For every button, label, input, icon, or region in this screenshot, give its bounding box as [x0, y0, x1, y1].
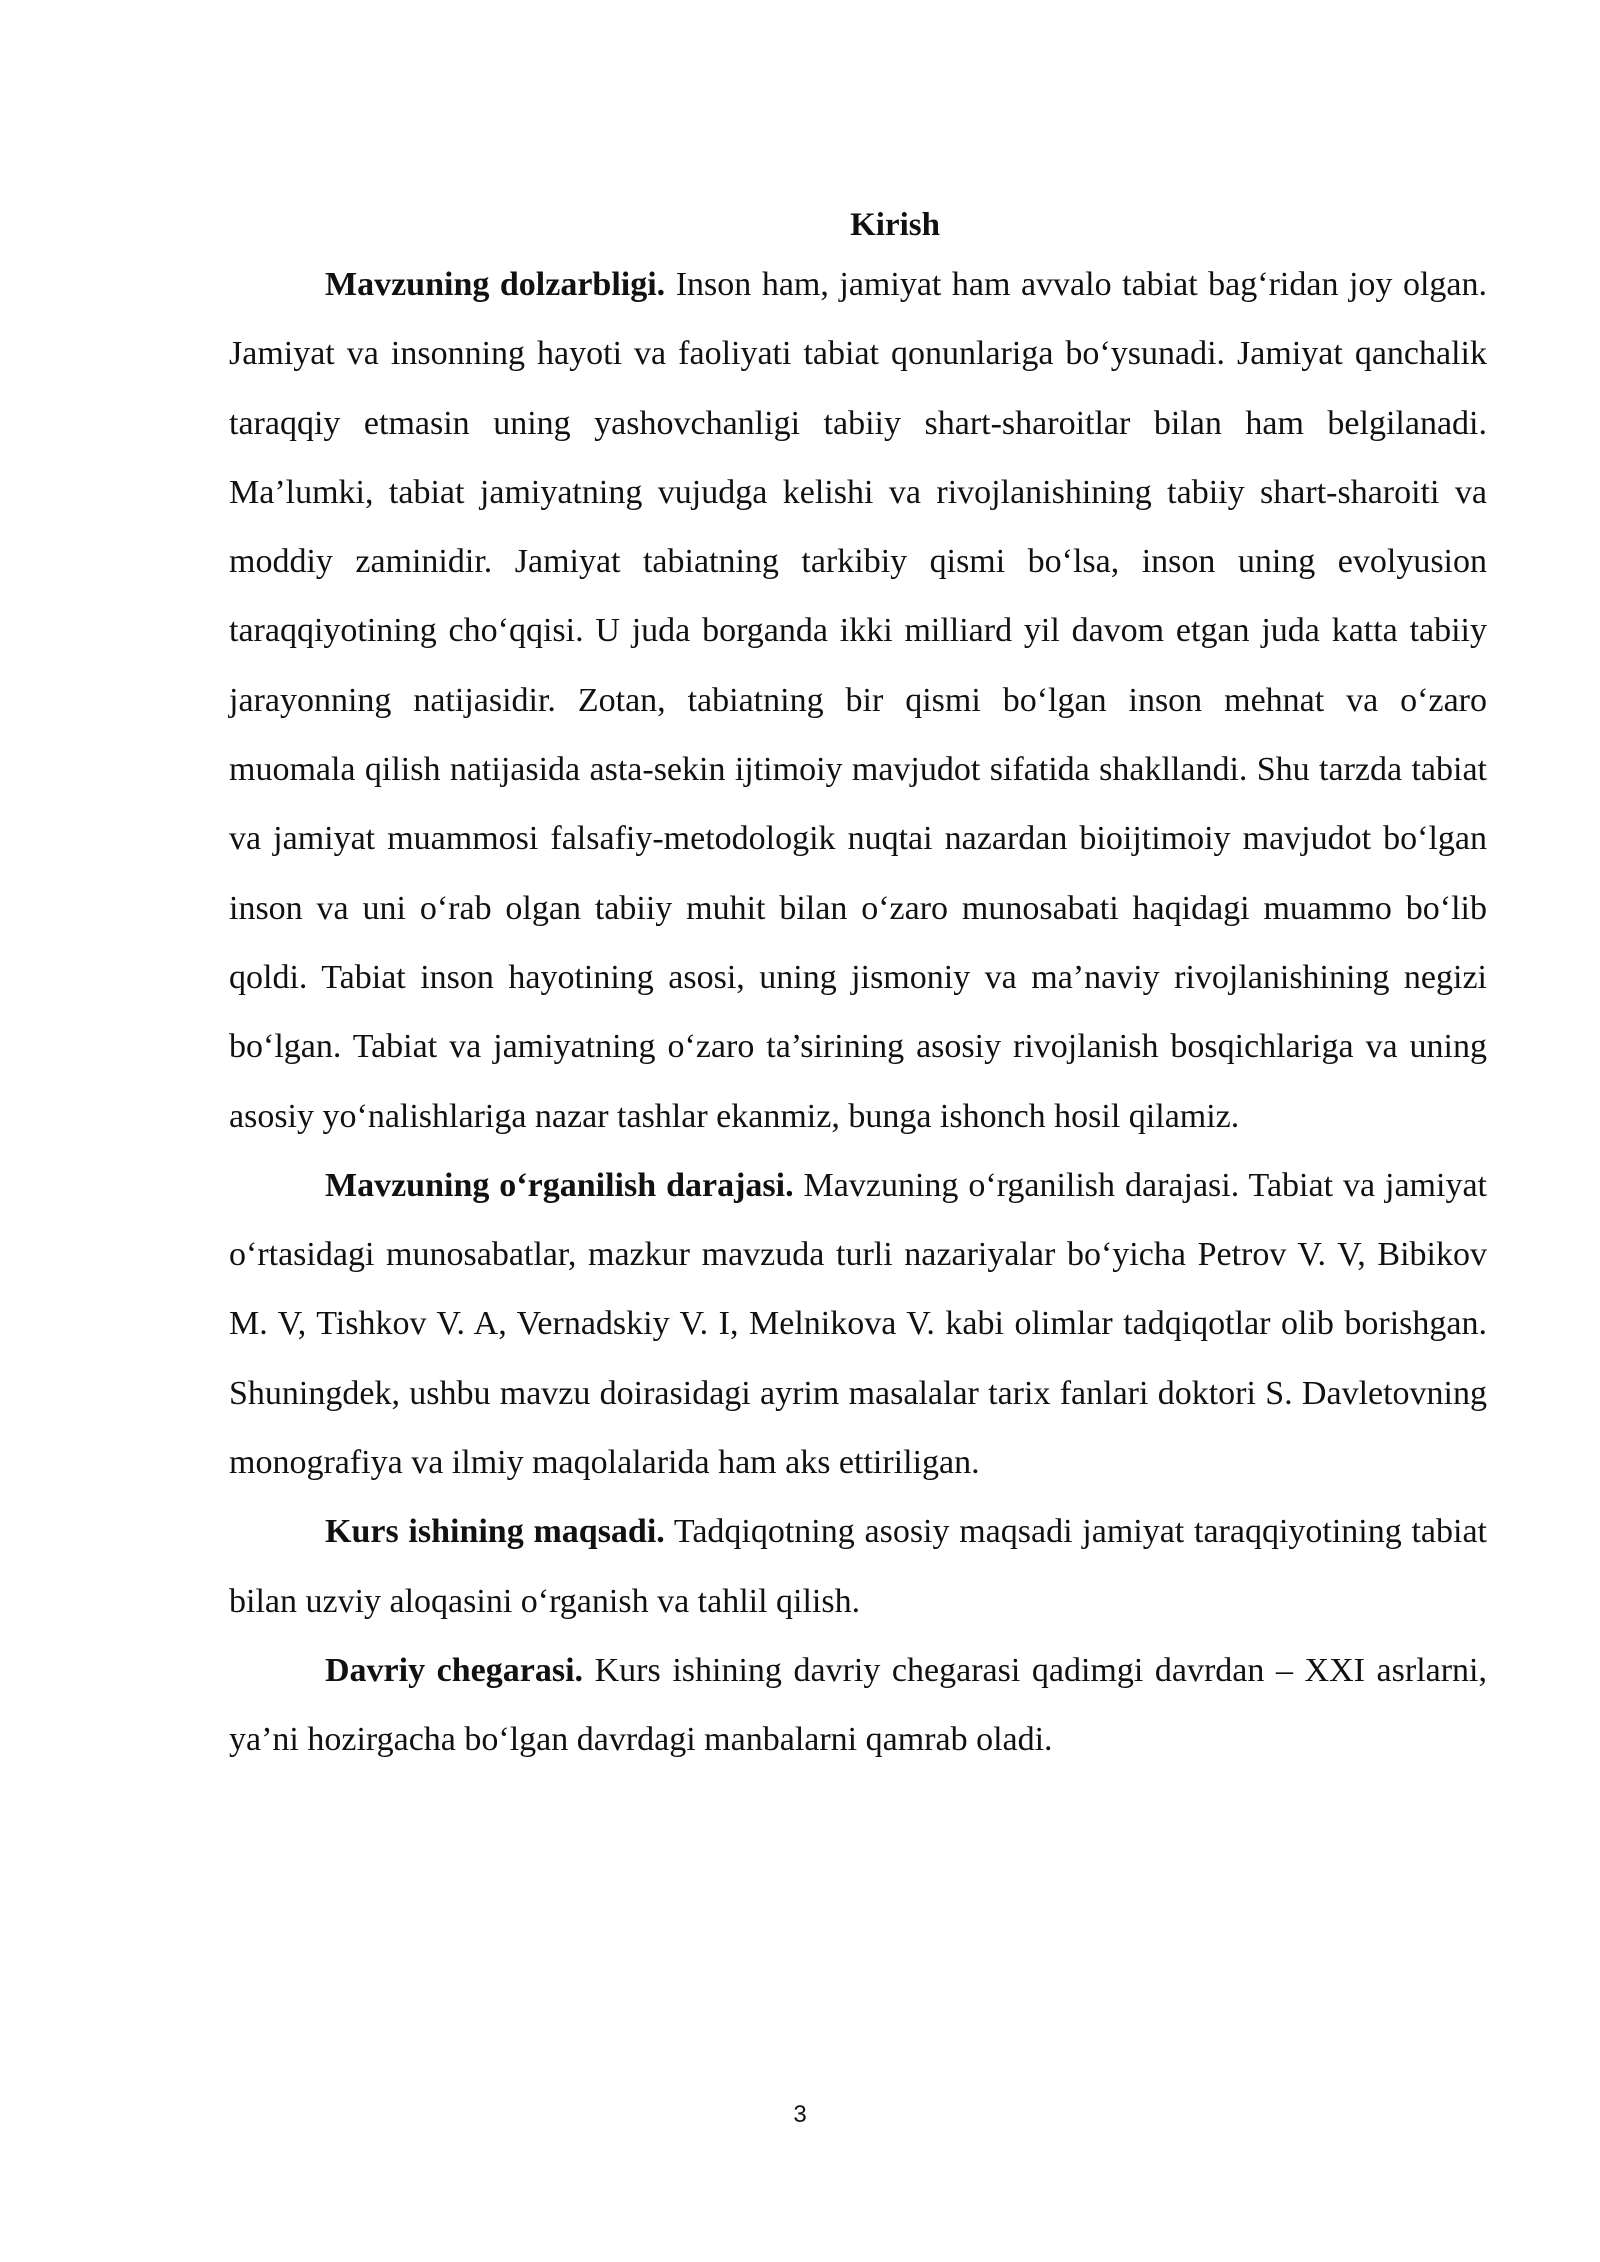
section-heading — [700, 203, 940, 247]
page-number: 3 — [793, 2101, 807, 2128]
paragraph-goal — [229, 1497, 1487, 1636]
paragraph-lead: Kurs ishining maqsadi. — [325, 1513, 665, 1551]
paragraph-text: Kurs ishining davriy chegarasi qadimgi davrdan – XXI asrlarni, ya’ni hozirgacha bo‘lgan davrdagi manbalarni qamrab oladi. — [229, 1651, 1488, 1759]
paragraph-text: Inson ham, jamiyat ham avvalo tabiat bag‘ridan joy olgan. Jamiyat va insonning hayoti va faoliyati tabiat qonunlariga bo‘ysunadi. Jamiyat qanchalik taraqqiy etmasin uning yashovchanligi tabiiy shart-sharoitlar bilan ham belgilanadi. Ma’lumki, tabiat jamiyatning vujudga kelishi va rivojlanishining tabiiy shart-sharoiti va moddiy zaminidir. Jamiyat tabiatning tarkibiy qismi bo‘lsa, inson uning evolyusion taraqqiyotining cho‘qqisi. U juda borganda ikki milliard yil davom etgan juda katta tabiiy jarayonning natijasidir. Zotan, tabiatning bir qismi bo‘lgan inson mehnat va o‘zaro muomala qilish natijasida asta-sekin ijtimoiy mavjudot sifatida shakllandi. Shu tarzda tabiat va jamiyat muammosi falsafiy-metodologik nuqtai nazardan bioijtimoiy mavjudot bo‘lgan inson va uni o‘rab olgan tabiiy muhit bilan o‘zaro munosabati haqidagi muammo bo‘lib qoldi. Tabiat inson hayotining asosi, uning jismoniy va ma’naviy rivojlanishining negizi bo‘lgan. Tabiat va jamiyatning o‘zaro ta’sirining asosiy rivojlanish bosqichlariga va uning asosiy yo‘nalishlariga nazar tashlar ekanmiz, bunga ishonch hosil qilamiz. — [229, 266, 1488, 1135]
paragraph-lead: Mavzuning o‘rganilish darajasi. — [325, 1166, 794, 1204]
paragraph-relevance — [229, 250, 1487, 1151]
paragraph-text: Mavzuning o‘rganilish darajasi. Tabiat va jamiyat o‘rtasidagi munosabatlar, mazkur mavzuda turli nazariyalar bo‘yicha Petrov V. V, Bibikov M. V, Tishkov V. A, Vernadskiy V. I, Melnikova V. kabi olimlar tadqiqotlar olib borishgan. Shuningdek, ushbu mavzu doirasidagi ayrim masalalar tarix fanlari doktori S. Davletovning monografiya va ilmiy maqolalarida ham aks ettiriligan. — [229, 1166, 1487, 1482]
document-body — [229, 250, 1487, 1775]
paragraph-lead: Mavzuning dolzarbligi. — [325, 266, 666, 303]
paragraph-period — [229, 1636, 1487, 1775]
paragraph-lead: Davriy chegarasi. — [325, 1651, 584, 1689]
paragraph-study-level — [229, 1151, 1487, 1497]
paragraph-text: Tadqiqotning asosiy maqsadi jamiyat taraqqiyotining tabiat bilan uzviy aloqasini o‘rganish va tahlil qilish. — [229, 1513, 1487, 1620]
section-heading-text: Kirish — [850, 207, 940, 243]
